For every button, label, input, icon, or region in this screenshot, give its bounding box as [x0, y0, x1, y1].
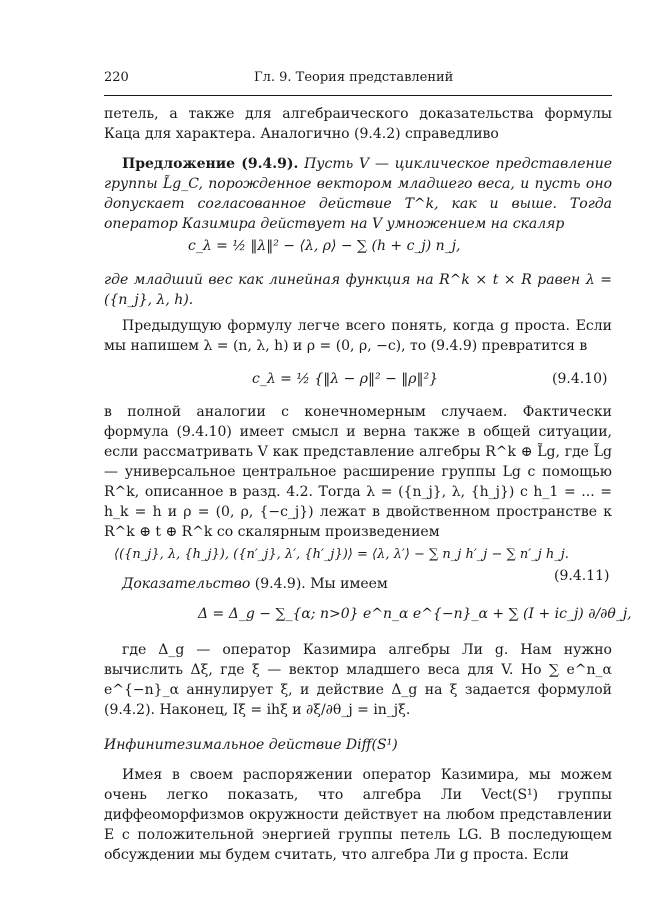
proposition-label: Предложение (9.4.9). — [122, 156, 299, 172]
formula-9-4-10: c_λ = ½ {‖λ − ρ‖² − ‖ρ‖²} — [252, 371, 438, 387]
formula-9-4-11: ⟨({n_j}, λ, {h_j}), ({n′_j}, λ′, {h′_j})⟩ = ⟨λ, λ′⟩ − ∑ n_j h′_j − ∑ n′_j h_j. — [114, 547, 569, 562]
equation-number-9-4-10: (9.4.10) — [552, 371, 608, 387]
proof-label: Доказательство — [122, 576, 251, 592]
equation-number-9-4-11: (9.4.11) — [554, 568, 610, 584]
proof-heading — [104, 574, 612, 594]
paragraph-intro: петель, а также для алгебраического доказательства формулы Каца для характера. Аналогично (9.4.2) справедливо — [104, 106, 612, 142]
paragraph-diff-action: Имея в своем распоряжении оператор Казимира, мы можем очень легко показать, что алгебра Ли Vect(S¹) группы диффеоморфизмов окружности действует на любом представлении E с положительной энергией группы петель LG. В последующем обсуждении мы будем считать, что алгебра Ли g проста. Если — [104, 767, 612, 863]
paragraph-general-situation: в полной аналогии с конечномерным случаем. Фактически формула (9.4.10) имеет смысл и верна также в общей ситуации, если рассматривать V как представление алгебры R^k ⊕ L̃g, где L̃g — универсальное центральное расширение группы Lg с помощью R^k, описанное в разд. 4.2. Тогда λ = ({n_j}, λ, {h_j}) с h_1 = ... = h_k = h и ρ = (0, ρ, {−c_j}) лежат в двойственном пространстве к R^k ⊕ t ⊕ R^k со скалярным произведением — [104, 404, 612, 540]
chapter-title: Гл. 9. Теория представлений — [254, 70, 454, 85]
paragraph-proof-body: где Δ_g — оператор Казимира алгебры Ли g. Нам нужно вычислить Δξ, где ξ — вектор младшего веса для V. Но ∑ e^n_α e^{−n}_α аннулирует ξ, и действие Δ_g на ξ задается формулой (9.4.2). Наконец, Iξ = ihξ и ∂ξ/∂θ_j = in_jξ. — [104, 642, 612, 718]
paragraph-lowest-weight: где младший вес как линейная функция на R^k × t × R равен λ = ({n_j}, λ, h). — [104, 272, 612, 308]
section-heading: Инфинитезимальное действие Diff(S¹) — [104, 737, 398, 753]
page-number: 220 — [104, 70, 129, 85]
proof-reference: (9.4.9). Мы имеем — [254, 576, 388, 592]
formula-casimir-scalar: c_λ = ½ ‖λ‖² − ⟨λ, ρ⟩ − ∑ (h + c_j) n_j, — [188, 238, 461, 254]
proposition-text: Пусть V — циклическое представление группы L̃g_C, порожденное вектором младшего веса, и пусть оно допускает согласованное действие T^k, как и выше. Тогда оператор Казимира действует на V умножением на скаляр — [104, 156, 613, 232]
paragraph-simple-case: Предыдущую формулу легче всего понять, когда g проста. Если мы напишем λ = (n, λ, h) и ρ = (0, ρ, −c), то (9.4.9) превратится в — [104, 318, 612, 354]
proposition-9-4-9 — [104, 154, 612, 234]
header-rule — [104, 95, 612, 96]
formula-casimir-operator: Δ = Δ_g − ∑_{α; n>0} e^n_α e^{−n}_α + ∑ (I + ic_j) ∂/∂θ_j, — [198, 606, 632, 622]
